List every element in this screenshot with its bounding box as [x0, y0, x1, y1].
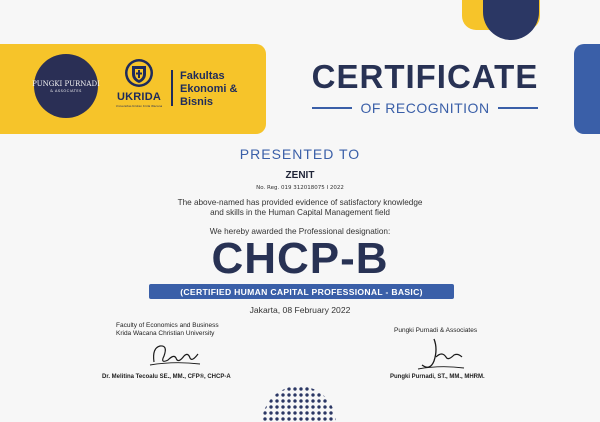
designation-full-name: (CERTIFIED HUMAN CAPITAL PROFESSIONAL - BASIC) — [180, 286, 423, 297]
recipient-name: ZENIT — [285, 170, 315, 181]
faculty-line-2: Ekonomi & — [180, 83, 238, 95]
partner-logo — [34, 54, 98, 118]
dot-pattern-decoration — [262, 386, 336, 422]
partner-logo-subtext: & ASSOCIATES — [50, 88, 82, 93]
subtitle-line-left — [312, 107, 352, 109]
presented-to-label: PRESENTED TO — [239, 146, 361, 162]
place-date: Jakarta, 08 February 2022 — [249, 305, 351, 315]
faculty-name — [180, 70, 237, 109]
university-logo-word: UKRIDA — [117, 91, 161, 103]
description-line-2: and skills in the Human Capital Management field — [210, 208, 390, 217]
subtitle-line-right — [498, 107, 538, 109]
partner-logo-text: PUNGKI PURNADI — [32, 79, 100, 88]
left-org-line-1: Faculty of Economics and Business — [116, 322, 219, 329]
faculty-line-1: Fakultas — [180, 70, 225, 82]
right-signatory-name: Pungki Purnadi, ST., MM., MHRM. — [390, 374, 485, 380]
designation-code: CHCP-B — [211, 234, 389, 283]
left-org-line-2: Krida Wacana Christian University — [116, 330, 215, 337]
university-logo-subtext: Universitas Kristen Krida Wacana — [115, 104, 163, 108]
header-divider — [171, 70, 173, 106]
faculty-line-3: Bisnis — [180, 96, 214, 108]
university-shield-icon — [122, 58, 156, 88]
registration-number: No. Reg. 019 312018075 I 2022 — [256, 185, 344, 191]
certificate-subtitle: OF RECOGNITION — [360, 100, 490, 116]
university-logo — [111, 58, 167, 108]
description-line-1: The above-named has provided evidence of satisfactory knowledge — [177, 198, 423, 207]
right-signature-image — [410, 335, 466, 375]
corner-decoration-navy — [483, 0, 539, 40]
awarded-text: We hereby awarded the Professional designation: — [209, 227, 391, 236]
designation-badge — [149, 284, 454, 299]
right-signatory-organization: Pungki Purnadi & Associates — [394, 327, 478, 334]
left-signatory-name: Dr. Melitina Tecoalu SE., MM., CFP®, CHCP-A — [102, 374, 231, 380]
left-signature-image — [146, 340, 202, 370]
side-decoration-blue — [574, 44, 600, 134]
certificate-description — [0, 198, 600, 218]
left-signatory-organization — [116, 322, 219, 338]
certificate-title: CERTIFICATE — [311, 58, 539, 95]
certificate-subtitle-row — [290, 100, 560, 116]
